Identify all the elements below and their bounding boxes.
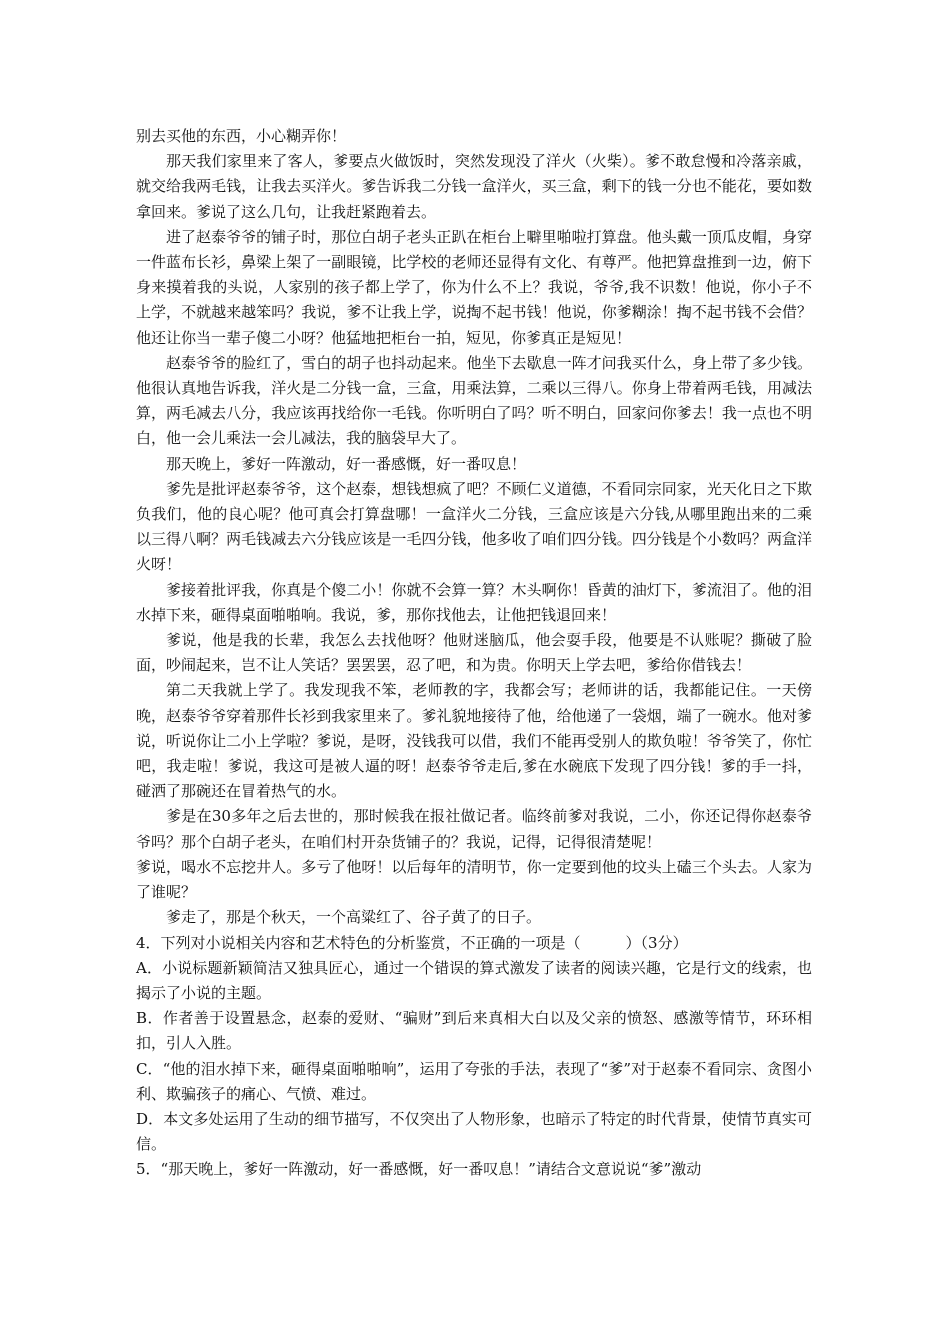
story-paragraph: 别去买他的东西，小心糊弄你！ — [136, 127, 347, 145]
story-paragraph: 那天晚上，爹好一阵激动，好一番感慨，好一番叹息！ — [166, 454, 527, 473]
story-paragraph: 赵泰爷爷的脸红了，雪白的胡子也抖动起来。他坐下去歇息一阵才问我买什么，身上带了多少钱。他很认真地告诉我，洋火是二分钱一盒，三盒，用乘法算，二乘以三得八。你身上带着两毛钱，用减法算，两毛减去八分，我应该再找给你一毛钱。你听明白了吗？听不明白，回家问你爹去！我一点也不明白，他一会儿乘法一会儿减法，我的脑袋早大了。 — [136, 353, 812, 448]
story-paragraph: 爹走了，那是个秋天，一个高粱红了、谷子黄了的日子。 — [166, 908, 542, 927]
story-paragraph: 第二天我就上学了。我发现我不笨，老师教的字，我都会写；老师讲的话，我都能记住。一天傍晚，赵泰爷爷穿着那件长衫到我家里来了。爹礼貌地接待了他，给他递了一袋烟，端了一碗水。他对爹说，听说你让二小上学啦？爹说，是呀，没钱我可以借，我们不能再受别人的欺负啦！爷爷笑了，你忙吧，我走啦！爹说，我这可是被人逼的呀！赵泰爷爷走后,爹在水碗底下发现了四分钱！爹的手一抖，碰洒了那碗还在冒着热气的水。 — [136, 681, 812, 801]
story-paragraph: 爹先是批评赵泰爷爷，这个赵泰，想钱想疯了吧？不顾仁义道德，不看同宗同家，光天化日之下欺负我们，他的良心呢？他可真会打算盘哪！一盒洋火二分钱，三盒应该是六分钱,从哪里跑出来的二乘以三得八啊？两毛钱减去六分钱应该是一毛四分钱，他多收了咱们四分钱。四分钱是个小数吗？两盒洋火呀！ — [136, 479, 812, 574]
story-paragraph: 爹接着批评我，你真是个傻二小！你就不会算一算？木头啊你！昏黄的油灯下，爹流泪了。他的泪水掉下来，砸得桌面啪啪响。我说，爹，那你找他去，让他把钱退回来！ — [136, 580, 812, 624]
question-4-option-c: C．“他的泪水掉下来，砸得桌面啪啪响”，运用了夸张的手法，表现了“爹”对于赵泰不看同宗、贪图小利、欺骗孩子的痛心、气愤、难过。 — [136, 1059, 812, 1103]
document-body — [136, 124, 812, 1183]
story-paragraph: 爹说，喝水不忘挖井人。多亏了他呀！以后每年的清明节，你一定要到他的坟头上磕三个头去。人家为了谁呢？ — [136, 857, 812, 902]
question-4-option-b: B．作者善于设置悬念，赵泰的爱财、“骗财”到后来真相大白以及父亲的愤怒、感激等情节，环环相扣，引人入胜。 — [136, 1009, 812, 1053]
story-paragraph: 爹是在30多年之后去世的，那时候我在报社做记者。临终前爹对我说，二小，你还记得你赵泰爷爷吗？那个白胡子老头，在咱们村开杂货铺子的？我说，记得，记得很清楚呢！ — [136, 807, 812, 851]
question-4-stem: 4．下列对小说相关内容和艺术特色的分析鉴赏，不正确的一项是（ ）（3分） — [136, 933, 688, 952]
question-4-option-d: D．本文多处运用了生动的细节描写，不仅突出了人物形象，也暗示了特定的时代背景，使情节真实可信。 — [136, 1109, 812, 1154]
story-paragraph: 爹说，他是我的长辈，我怎么去找他呀？他财迷脑瓜，他会耍手段，他要是不认账呢？撕破了脸面，吵闹起来，岂不让人笑话？罢罢罢，忍了吧，和为贵。你明天上学去吧，爹给你借钱去！ — [136, 631, 812, 675]
story-paragraph: 进了赵泰爷爷的铺子时，那位白胡子老头正趴在柜台上噼里啪啦打算盘。他头戴一顶瓜皮帽，身穿一件蓝布长衫，鼻梁上架了一副眼镜，比学校的老师还显得有文化、有尊严。他把算盘推到一边，俯下身来摸着我的头说，人家别的孩子都上学了，你为什么不上？我说，爷爷,我不识数！他说，你小子不上学，不就越来越笨吗？我说，爹不让我上学，说掏不起书钱！他说，你爹糊涂！掏不起书钱不会借？他还让你当一辈子傻二小呀？他猛地把柜台一拍，短见，你爹真正是短见！ — [136, 227, 812, 347]
question-5-stem: 5．“那天晚上，爹好一阵激动，好一番感慨，好一番叹息！”请结合文意说说“爹”激动 — [136, 1160, 702, 1179]
question-4-option-a: A．小说标题新颖简洁又独具匠心，通过一个错误的算式激发了读者的阅读兴趣，它是行文的线索，也揭示了小说的主题。 — [136, 958, 812, 1002]
story-paragraph: 那天我们家里来了客人，爹要点火做饭时，突然发现没了洋火（火柴）。爹不敢怠慢和冷落亲戚，就交给我两毛钱，让我去买洋火。爹告诉我二分钱一盒洋火，买三盒，剩下的钱一分也不能花，要如数拿回来。爹说了这么几句，让我赶紧跑着去。 — [136, 152, 812, 221]
